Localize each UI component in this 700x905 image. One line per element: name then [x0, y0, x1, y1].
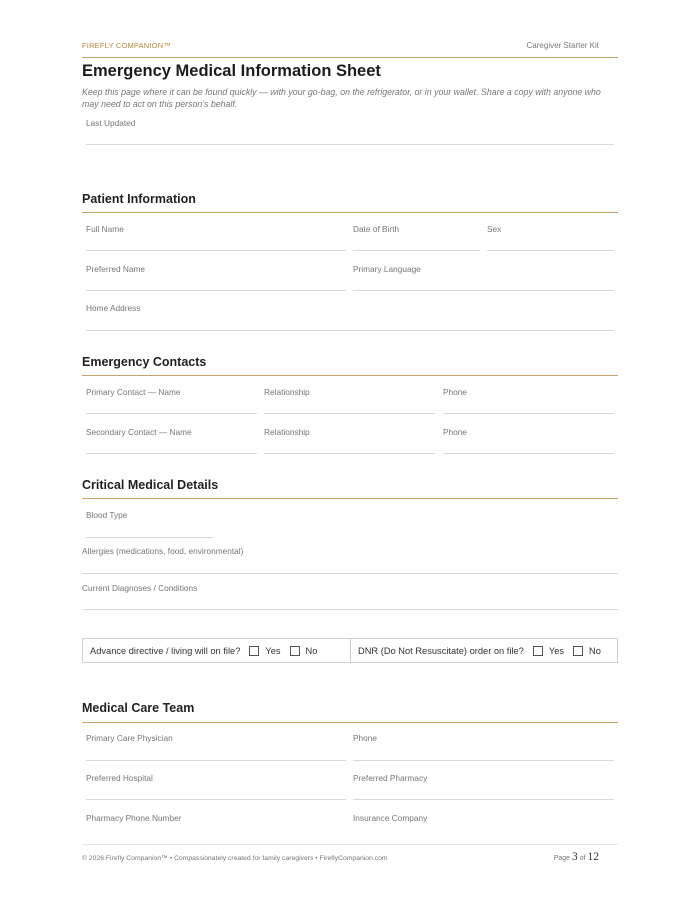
- advance-directive-question: [82, 638, 351, 663]
- page-subtitle: Keep this page where it can be found quickly — with your go-bag, on the refrigerator, or in your wallet. Share a copy with anyone who may need to act on this person's behalf.: [82, 87, 601, 109]
- page-label: Page: [553, 855, 571, 862]
- primary-phone-field[interactable]: [443, 413, 614, 414]
- footer-divider: [82, 844, 618, 845]
- dob-field[interactable]: [353, 250, 480, 251]
- section-heading-critical: Critical Medical Details: [82, 478, 219, 492]
- dob-label: Date of Birth: [353, 224, 400, 234]
- secondary-phone-label: Phone: [443, 427, 467, 437]
- preferred-name-field[interactable]: [86, 290, 346, 291]
- secondary-phone-field[interactable]: [443, 453, 614, 454]
- pcp-phone-label: Phone: [353, 733, 377, 743]
- kit-name: Caregiver Starter Kit: [526, 41, 599, 50]
- hospital-label: Preferred Hospital: [86, 773, 153, 783]
- footer-text: © 2026 Firefly Companion™ • Compassionately created for family caregivers • FireflyCompanion.com: [82, 855, 388, 862]
- diagnoses-field[interactable]: [82, 609, 618, 610]
- sex-field[interactable]: [487, 250, 614, 251]
- secondary-relationship-label: Relationship: [264, 427, 310, 437]
- pharmacy-phone-label: Pharmacy Phone Number: [86, 813, 182, 823]
- page-number: 3: [572, 851, 578, 863]
- full-name-label: Full Name: [86, 224, 124, 234]
- last-updated-field[interactable]: [86, 144, 614, 145]
- section-divider: [82, 212, 618, 213]
- section-divider: [82, 722, 618, 723]
- secondary-contact-name-label: Secondary Contact — Name: [86, 427, 192, 437]
- allergies-label: Allergies (medications, food, environmental): [82, 546, 244, 556]
- primary-phone-label: Phone: [443, 387, 467, 397]
- full-name-field[interactable]: [86, 250, 346, 251]
- advance-directive-yes-label: Yes: [265, 645, 281, 656]
- of-label: of: [579, 855, 586, 862]
- home-address-label: Home Address: [86, 303, 141, 313]
- section-heading-contacts: Emergency Contacts: [82, 355, 207, 369]
- primary-relationship-field[interactable]: [264, 413, 436, 414]
- primary-language-field[interactable]: [353, 290, 614, 291]
- header-divider: [82, 57, 618, 58]
- section-heading-patient: Patient Information: [82, 192, 196, 206]
- pharmacy-field[interactable]: [353, 799, 614, 800]
- pharmacy-label: Preferred Pharmacy: [353, 773, 428, 783]
- page-indicator: [554, 851, 599, 863]
- secondary-contact-name-field[interactable]: [86, 453, 257, 454]
- dnr-label: DNR (Do Not Resuscitate) order on file?: [358, 645, 524, 656]
- advance-directive-yes-checkbox[interactable]: [249, 646, 259, 656]
- primary-relationship-label: Relationship: [264, 387, 310, 397]
- preferred-name-label: Preferred Name: [86, 264, 146, 274]
- dnr-yes-label: Yes: [548, 645, 565, 656]
- dnr-no-checkbox[interactable]: [573, 646, 583, 656]
- total-pages: 12: [587, 851, 599, 863]
- section-divider: [82, 498, 618, 499]
- primary-contact-name-field[interactable]: [86, 413, 257, 414]
- advance-directive-no-label: No: [305, 645, 318, 656]
- dnr-no-label: No: [589, 645, 601, 656]
- blood-type-label: Blood Type: [86, 510, 128, 520]
- home-address-field[interactable]: [86, 330, 614, 331]
- section-heading-care-team: Medical Care Team: [82, 701, 195, 715]
- last-updated-label: Last Updated: [86, 118, 136, 128]
- primary-contact-name-label: Primary Contact — Name: [86, 387, 181, 397]
- sex-label: Sex: [487, 224, 502, 234]
- insurance-label: Insurance Company: [353, 813, 428, 823]
- secondary-relationship-field[interactable]: [264, 453, 436, 454]
- brand-name: FIREFLY COMPANION™: [82, 41, 172, 50]
- section-divider: [82, 375, 618, 376]
- dnr-question: [350, 638, 618, 663]
- page-title: Emergency Medical Information Sheet: [82, 62, 381, 80]
- blood-type-field[interactable]: [86, 537, 213, 538]
- pcp-field[interactable]: [86, 760, 346, 761]
- allergies-field[interactable]: [82, 573, 618, 574]
- advance-directive-label: Advance directive / living will on file?: [90, 645, 241, 656]
- diagnoses-label: Current Diagnoses / Conditions: [82, 583, 198, 593]
- pcp-label: Primary Care Physician: [86, 733, 173, 743]
- hospital-field[interactable]: [86, 799, 346, 800]
- dnr-yes-checkbox[interactable]: [533, 646, 543, 656]
- advance-directive-no-checkbox[interactable]: [290, 646, 300, 656]
- primary-language-label: Primary Language: [353, 264, 421, 274]
- pcp-phone-field[interactable]: [353, 760, 614, 761]
